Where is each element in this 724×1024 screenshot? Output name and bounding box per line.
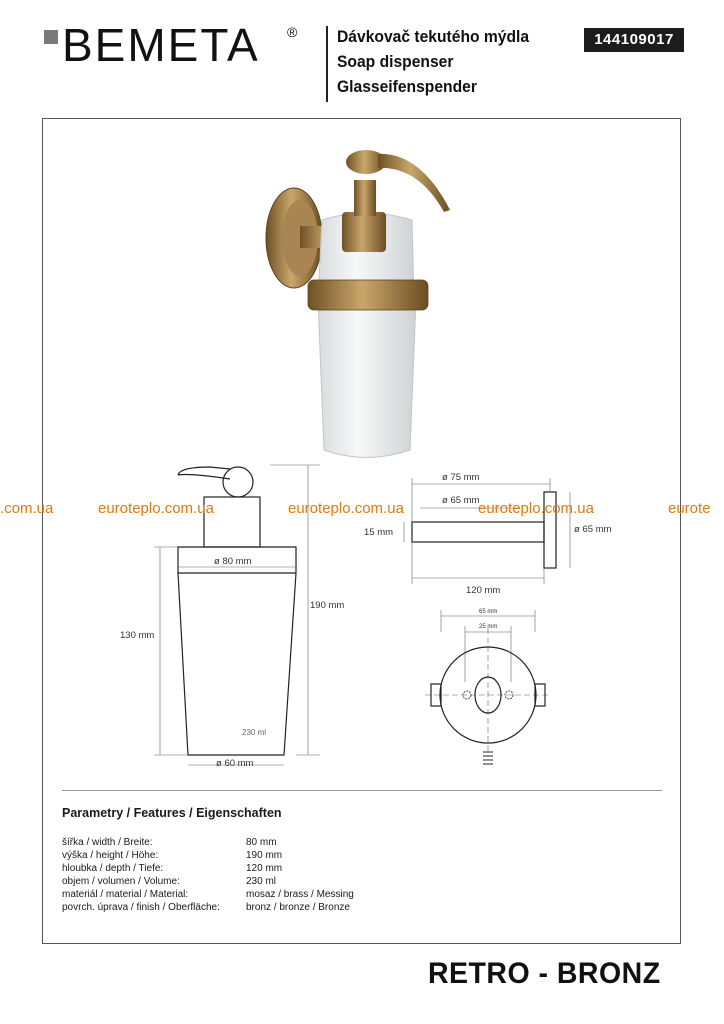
header-divider: [326, 26, 328, 102]
spec-value: mosaz / brass / Messing: [246, 889, 354, 900]
features-title: Parametry / Features / Eigenschaften: [62, 806, 282, 820]
features-divider: [62, 790, 662, 791]
watermark-2: euroteplo.com.ua: [98, 500, 214, 517]
series-name: RETRO - BRONZ: [428, 957, 661, 990]
dim-height-body: 130 mm: [120, 630, 155, 641]
mount-plate-drawing: [425, 602, 555, 772]
spec-label: objem / volumen / Volume:: [62, 876, 180, 887]
product-titles: [337, 24, 529, 99]
spec-label: materiál / material / Material:: [62, 889, 189, 900]
spec-row: [62, 902, 382, 914]
dim-diam-65-right: ø 65 mm: [574, 524, 612, 535]
spec-label: výška / height / Höhe:: [62, 850, 159, 861]
watermark-5: eurote: [668, 500, 711, 517]
dim-diam-75: ø 75 mm: [442, 472, 480, 483]
title-de: Glasseifenspender: [337, 77, 477, 96]
spec-value: bronz / bronze / Bronze: [246, 902, 350, 913]
side-view-drawing: [360, 468, 620, 598]
dim-thickness: 15 mm: [364, 527, 394, 538]
spec-value: 120 mm: [246, 863, 283, 874]
holder-ring: [308, 280, 428, 310]
spec-row: [62, 889, 382, 901]
pump-spout: [378, 154, 450, 212]
registered-mark: ®: [287, 24, 298, 40]
spec-row: [62, 837, 382, 849]
dim-height-total: 190 mm: [310, 600, 345, 611]
product-code-badge: 144109017: [584, 28, 684, 52]
watermark-4: euroteplo.com.ua: [478, 500, 594, 517]
spec-value: 230 ml: [246, 876, 277, 887]
spec-label: šířka / width / Breite:: [62, 837, 153, 848]
glass-container: [318, 300, 416, 458]
pump-collar: [342, 212, 386, 252]
dim-mount-65: 65 mm: [479, 609, 498, 615]
watermark-3: euroteplo.com.ua: [288, 500, 404, 517]
spec-value: 190 mm: [246, 850, 283, 861]
dim-diam-top: ø 80 mm: [214, 556, 252, 567]
watermark-1: .com.ua: [0, 500, 54, 517]
dim-depth: 120 mm: [466, 585, 501, 596]
dim-hole-spacing: 25 mm: [479, 624, 498, 630]
dim-diam-bottom: ø 60 mm: [216, 758, 254, 769]
spec-row: [62, 876, 382, 888]
title-cz: Dávkovač tekutého mýdla: [337, 27, 530, 46]
volume-mark: 230 ml: [242, 728, 267, 737]
spec-label: hloubka / depth / Tiefe:: [62, 863, 164, 874]
spec-row: [62, 850, 382, 862]
product-photo: [250, 140, 470, 465]
spec-label: povrch. úprava / finish / Oberfläche:: [62, 902, 220, 913]
brand-logo-mark: [44, 30, 58, 44]
brand-logo: BEMETA: [62, 19, 260, 71]
title-en: Soap dispenser: [337, 52, 454, 71]
dim-diam-65: ø 65 mm: [442, 495, 480, 506]
spec-value: 80 mm: [246, 837, 277, 848]
spec-row: [62, 863, 382, 875]
